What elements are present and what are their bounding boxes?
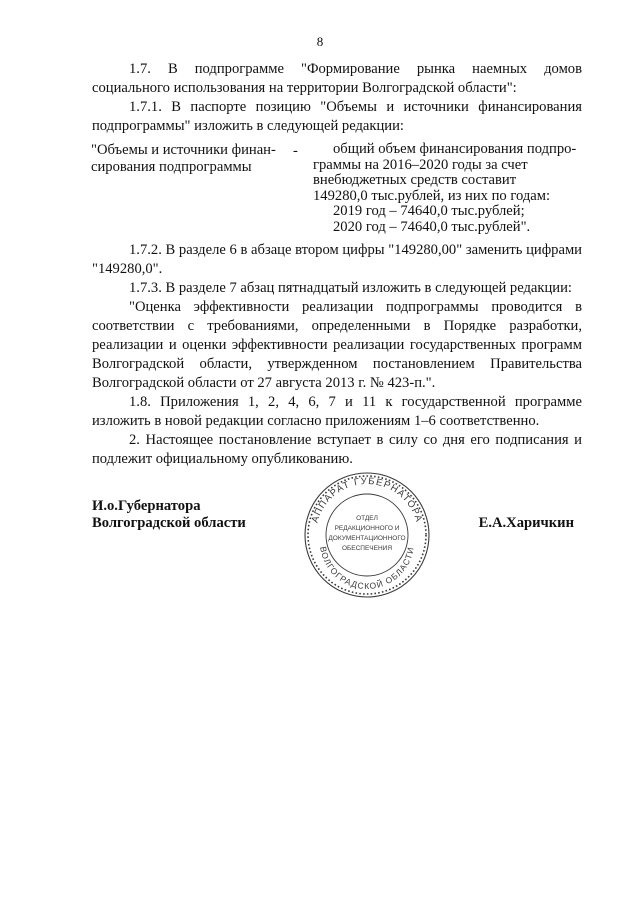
financing-table-label: [91, 142, 307, 235]
dash-text: -: [293, 143, 298, 159]
table-right-line: общий объем финансирования подпро-: [333, 141, 577, 157]
paragraph-1-7: 1.7. В подпрограмме "Формирование рынка наемных домов социального использования на территории Волгоградской области":: [92, 61, 582, 96]
paragraph-1-7-3: 1.7.3. В разделе 7 абзац пятнадцатый изложить в следующей редакции:: [129, 280, 572, 296]
signatory-title-line: И.о.Губернатора: [92, 498, 201, 514]
table-left-line: "Объемы и источники финан-: [91, 142, 276, 158]
page-number: 8: [316, 34, 324, 49]
seal-inner-text: РЕДАКЦИОННОГО И: [334, 525, 400, 532]
paragraph-1-7-1: 1.7.1. В паспорте позицию "Объемы и источники финансирования подпрограммы" изложить в следующей редакции:: [92, 99, 582, 134]
svg-text:ВОЛГОГРАДСКОЙ ОБЛАСТИ: [318, 546, 416, 591]
table-right-line: 149280,0 тыс.рублей, из них по годам:: [313, 187, 551, 204]
table-left-line: сирования подпрограммы: [91, 159, 252, 175]
seal-outer-top-text: АППАРАТ ГУБЕРНАТОРА: [309, 475, 425, 525]
paragraph-1-7-3-quote: "Оценка эффективности реализации подпрограммы проводится в соответствии с требованиями, определенными в Порядке разработки, реализации и оценки эффективности реализации государственных программ Волгоградской области, утвержденном постановлением Правительства Волгоградской области от 27 августа 2013 г. № 423-п.".: [92, 299, 582, 391]
seal-inner-text: ОТДЕЛ: [356, 515, 378, 522]
paragraph-2: 2. Настоящее постановление вступает в силу со дня его подписания и подлежит официальному опубликованию.: [92, 432, 582, 467]
table-right-line: 2020 год – 74640,0 тыс.рублей".: [333, 218, 531, 235]
paragraph-1-8: 1.8. Приложения 1, 2, 4, 6, 7 и 11 к государственной программе изложить в новой редакции согласно приложениям 1–6 соответственно.: [92, 394, 582, 429]
table-right-line: внебюджетных средств составит: [313, 172, 517, 188]
signature-block: [92, 475, 582, 608]
seal-inner-text: ОБЕСПЕЧЕНИЯ: [341, 545, 393, 552]
paragraph-1-7-2: 1.7.2. В разделе 6 в абзаце втором цифры "149280,00" заменить цифрами "149280,0".: [92, 242, 582, 277]
financing-table: [91, 142, 582, 235]
document-body: [92, 60, 582, 469]
table-right-line: 2019 год – 74640,0 тыс.рублей;: [333, 203, 525, 219]
official-seal-stamp: [302, 470, 432, 600]
financing-table-value: [313, 142, 582, 235]
signatory-name: Е.А.Харичкин: [478, 515, 574, 531]
seal-inner-text: ДОКУМЕНТАЦИОННОГО: [328, 535, 406, 542]
table-right-line: граммы на 2016–2020 годы за счет: [313, 156, 528, 173]
seal-outer-bottom-text: ВОЛГОГРАДСКОЙ ОБЛАСТИ: [318, 545, 416, 592]
signatory-title-line: Волгоградской области: [92, 515, 246, 531]
signatory-title: [92, 498, 246, 532]
